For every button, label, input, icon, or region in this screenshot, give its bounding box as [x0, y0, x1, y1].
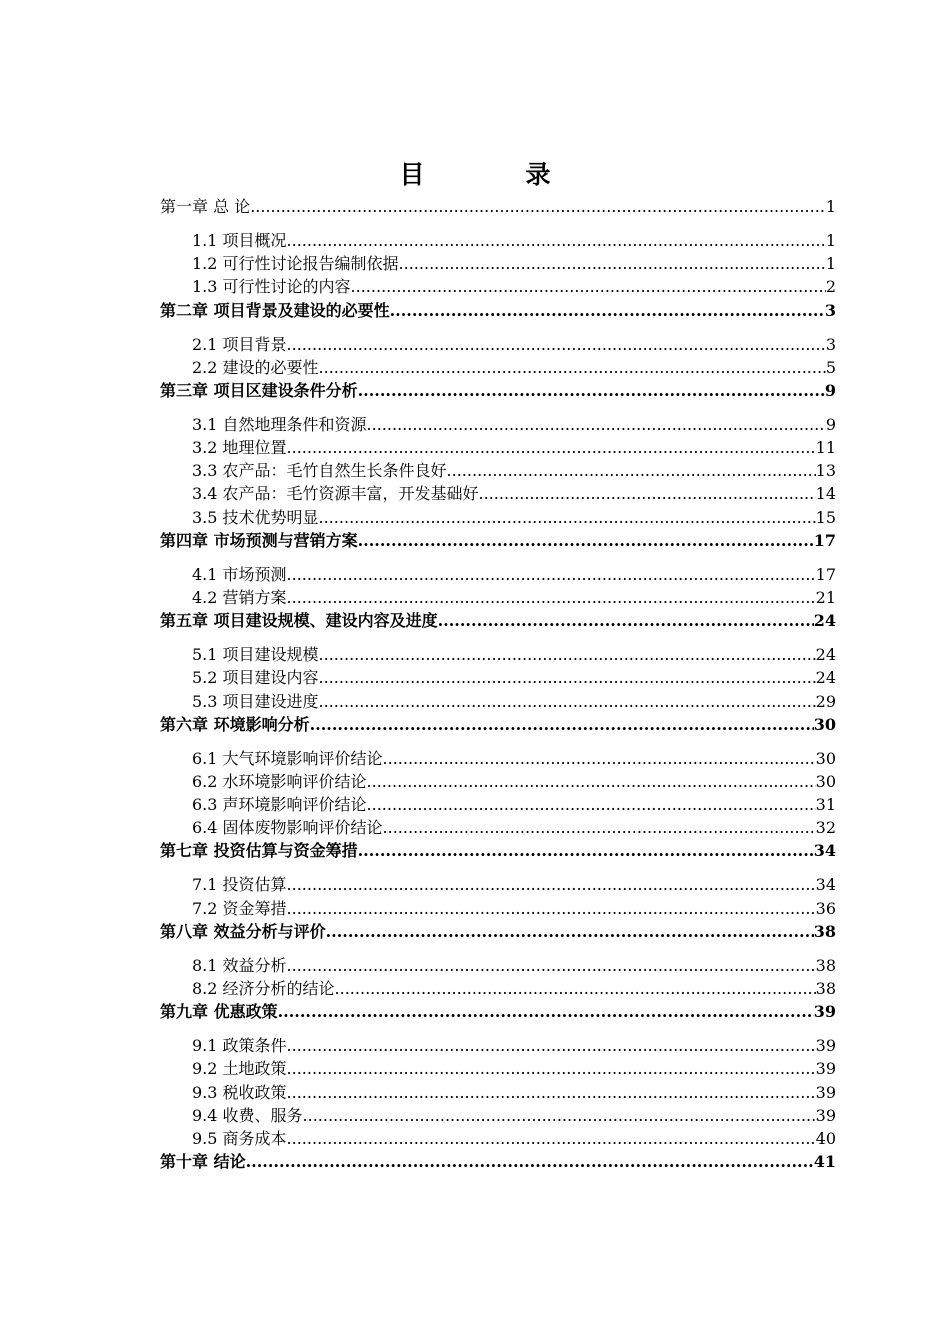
- toc-section-entry[interactable]: [160, 459, 836, 482]
- toc-entry-title: 第六章 环境影响分析: [160, 714, 310, 734]
- toc-dot-leader: [278, 1000, 814, 1023]
- toc-page-number: 15: [815, 507, 836, 527]
- toc-dot-leader: [287, 1081, 816, 1104]
- toc-dot-leader: [287, 1034, 816, 1057]
- toc-page-number: 1: [825, 230, 836, 250]
- toc-section-entry[interactable]: [160, 747, 836, 770]
- toc-page-number: 34: [815, 875, 836, 895]
- toc-dot-leader: [319, 356, 826, 379]
- toc-section-entry[interactable]: [160, 333, 836, 356]
- toc-dot-leader: [287, 229, 826, 252]
- toc-entry-title: 9.1 政策条件: [192, 1036, 287, 1056]
- toc-page-number: 36: [815, 898, 836, 918]
- toc-chapter-entry[interactable]: [160, 920, 836, 943]
- toc-page-number: 3: [824, 300, 836, 320]
- toc-page-number: 5: [825, 357, 836, 377]
- toc-entry-title: 3.5 技术优势明显: [192, 507, 319, 527]
- toc-page-number: 1: [825, 197, 836, 216]
- toc-dot-leader: [287, 333, 826, 356]
- toc-section-entry[interactable]: [160, 413, 836, 436]
- toc-entry-title: 2.2 建设的必要性: [192, 357, 319, 377]
- toc-chapter-entry[interactable]: [160, 713, 836, 736]
- toc-dot-leader: [246, 1150, 814, 1173]
- toc-dot-leader: [319, 643, 816, 666]
- toc-page-number: 39: [815, 1059, 836, 1079]
- toc-section-entry[interactable]: [160, 793, 836, 816]
- toc-entry-title: 8.1 效益分析: [192, 955, 287, 975]
- toc-section-entry[interactable]: [160, 506, 836, 529]
- toc-chapter-entry[interactable]: [160, 839, 836, 862]
- toc-dot-leader: [287, 1057, 816, 1080]
- toc-page-number: 31: [815, 795, 836, 815]
- toc-dot-leader: [351, 275, 826, 298]
- toc-entry-title: 1.1 项目概况: [192, 230, 287, 250]
- toc-dot-leader: [383, 747, 816, 770]
- toc-chapter-entry[interactable]: [160, 195, 836, 218]
- toc-page-number: 17: [813, 530, 836, 550]
- toc-entry-title: 第三章 项目区建设条件分析: [160, 380, 358, 400]
- toc-page-number: 30: [813, 714, 836, 734]
- toc-dot-leader: [310, 713, 814, 736]
- toc-dot-leader: [287, 1127, 816, 1150]
- toc-chapter-entry[interactable]: [160, 609, 836, 632]
- toc-page-number: 41: [813, 1152, 836, 1172]
- toc-dot-leader: [367, 413, 826, 436]
- toc-dot-leader: [367, 793, 816, 816]
- toc-section-entry[interactable]: [160, 252, 836, 275]
- toc-dot-leader: [383, 816, 816, 839]
- toc-page-number: 40: [815, 1128, 836, 1148]
- toc-page-number: 21: [815, 588, 836, 607]
- toc-dot-leader: [250, 195, 826, 218]
- toc-page-number: 39: [815, 1036, 836, 1056]
- toc-entry-title: 第四章 市场预测与营销方案: [160, 530, 358, 550]
- toc-section-entry[interactable]: [160, 666, 836, 689]
- toc-page-number: 39: [815, 1105, 836, 1125]
- toc-section-entry[interactable]: [160, 897, 836, 920]
- toc-section-entry[interactable]: [160, 1104, 836, 1127]
- toc-entry-title: 4.1 市场预测: [192, 564, 287, 584]
- toc-entry-title: 5.3 项目建设进度: [192, 691, 319, 711]
- toc-entry-title: 5.1 项目建设规模: [192, 645, 319, 665]
- toc-entry-title: 9.4 收费、服务: [192, 1105, 303, 1125]
- toc-dot-leader: [335, 977, 816, 1000]
- toc-dot-leader: [303, 1104, 816, 1127]
- toc-section-entry[interactable]: [160, 482, 836, 505]
- toc-entry-title: 1.3 可行性讨论的内容: [192, 277, 351, 297]
- toc-section-entry[interactable]: [160, 873, 836, 896]
- toc-section-entry[interactable]: [160, 643, 836, 666]
- toc-entry-title: 4.2 营销方案: [192, 588, 287, 607]
- toc-dot-leader: [358, 529, 814, 552]
- toc-dot-leader: [479, 482, 816, 505]
- toc-dot-leader: [287, 954, 816, 977]
- toc-section-entry[interactable]: [160, 586, 836, 609]
- toc-page-number: 30: [815, 771, 836, 791]
- toc-chapter-entry[interactable]: [160, 379, 836, 402]
- toc-page-number: 13: [815, 461, 836, 481]
- toc-chapter-entry[interactable]: [160, 299, 836, 322]
- toc-entry-title: 5.2 项目建设内容: [192, 668, 319, 688]
- table-of-contents: [160, 195, 836, 1173]
- toc-page-number: 34: [813, 841, 836, 861]
- toc-dot-leader: [287, 897, 816, 920]
- toc-page-number: 38: [815, 955, 836, 975]
- toc-entry-title: 1.2 可行性讨论报告编制依据: [192, 254, 399, 274]
- toc-entry-title: 第九章 优惠政策: [160, 1002, 278, 1022]
- toc-page-number: 1: [825, 254, 836, 274]
- toc-section-entry[interactable]: [160, 563, 836, 586]
- toc-page-number: 24: [813, 611, 836, 631]
- toc-entry-title: 第七章 投资估算与资金筹措: [160, 841, 358, 861]
- toc-page-number: 38: [813, 921, 836, 941]
- toc-section-entry[interactable]: [160, 816, 836, 839]
- toc-dot-leader: [319, 506, 816, 529]
- toc-dot-leader: [287, 586, 816, 609]
- toc-entry-title: 3.1 自然地理条件和资源: [192, 414, 367, 434]
- toc-dot-leader: [367, 770, 816, 793]
- toc-entry-title: 6.1 大气环境影响评价结论: [192, 748, 383, 768]
- toc-page-number: 32: [815, 818, 836, 838]
- toc-entry-title: 6.2 水环境影响评价结论: [192, 771, 367, 791]
- toc-entry-title: 3.3 农产品：毛竹自然生长条件良好: [192, 461, 447, 481]
- toc-entry-title: 9.3 税收政策: [192, 1082, 287, 1102]
- toc-section-entry[interactable]: [160, 1127, 836, 1150]
- toc-section-entry[interactable]: [160, 954, 836, 977]
- toc-page-number: 24: [815, 668, 836, 688]
- toc-page-number: 29: [815, 691, 836, 711]
- toc-page-number: 9: [824, 380, 836, 400]
- toc-section-entry[interactable]: [160, 690, 836, 713]
- toc-page-number: 17: [815, 564, 836, 584]
- toc-page-number: 3: [825, 334, 836, 354]
- toc-entry-title: 3.2 地理位置: [192, 438, 287, 458]
- toc-chapter-entry[interactable]: [160, 1000, 836, 1023]
- toc-chapter-entry[interactable]: [160, 1150, 836, 1173]
- toc-section-entry[interactable]: [160, 1081, 836, 1104]
- toc-section-entry[interactable]: [160, 1034, 836, 1057]
- toc-page-number: 2: [825, 277, 836, 297]
- toc-entry-title: 6.3 声环境影响评价结论: [192, 795, 367, 815]
- toc-entry-title: 3.4 农产品：毛竹资源丰富，开发基础好: [192, 484, 479, 504]
- toc-entry-title: 8.2 经济分析的结论: [192, 979, 335, 998]
- toc-dot-leader: [287, 436, 816, 459]
- toc-page-number: 11: [815, 438, 836, 458]
- toc-entry-title: 第一章 总 论: [160, 197, 251, 216]
- toc-entry-title: 9.2 土地政策: [192, 1059, 287, 1079]
- toc-dot-leader: [319, 666, 816, 689]
- toc-entry-title: 第五章 项目建设规模、建设内容及进度: [160, 611, 438, 631]
- toc-dot-leader: [438, 609, 814, 632]
- toc-entry-title: 第二章 项目背景及建设的必要性: [160, 300, 390, 320]
- toc-chapter-entry[interactable]: [160, 529, 836, 552]
- page-title: 目 录: [399, 160, 589, 189]
- toc-dot-leader: [399, 252, 826, 275]
- toc-page-number: 39: [815, 1082, 836, 1102]
- toc-section-entry[interactable]: [160, 229, 836, 252]
- toc-dot-leader: [287, 563, 816, 586]
- toc-section-entry[interactable]: [160, 275, 836, 298]
- toc-page-number: 30: [815, 748, 836, 768]
- toc-entry-title: 7.1 投资估算: [192, 875, 287, 895]
- toc-dot-leader: [319, 690, 816, 713]
- toc-page-number: 14: [815, 484, 836, 504]
- toc-entry-title: 第十章 结论: [160, 1152, 246, 1172]
- toc-dot-leader: [287, 873, 816, 896]
- toc-section-entry[interactable]: [160, 356, 836, 379]
- toc-section-entry[interactable]: [160, 1057, 836, 1080]
- toc-page-number: 39: [813, 1002, 836, 1022]
- toc-page-number: 38: [815, 979, 836, 998]
- toc-section-entry[interactable]: [160, 770, 836, 793]
- toc-page-number: 24: [815, 645, 836, 665]
- toc-dot-leader: [447, 459, 816, 482]
- toc-page-number: 9: [825, 414, 836, 434]
- toc-section-entry[interactable]: [160, 977, 836, 1000]
- toc-entry-title: 7.2 资金筹措: [192, 898, 287, 918]
- toc-section-entry[interactable]: [160, 436, 836, 459]
- toc-dot-leader: [390, 299, 825, 322]
- toc-entry-title: 2.1 项目背景: [192, 334, 287, 354]
- toc-entry-title: 第八章 效益分析与评价: [160, 921, 326, 941]
- toc-dot-leader: [326, 920, 814, 943]
- toc-entry-title: 9.5 商务成本: [192, 1128, 287, 1148]
- toc-entry-title: 6.4 固体废物影响评价结论: [192, 818, 383, 838]
- toc-dot-leader: [358, 839, 814, 862]
- toc-dot-leader: [358, 379, 825, 402]
